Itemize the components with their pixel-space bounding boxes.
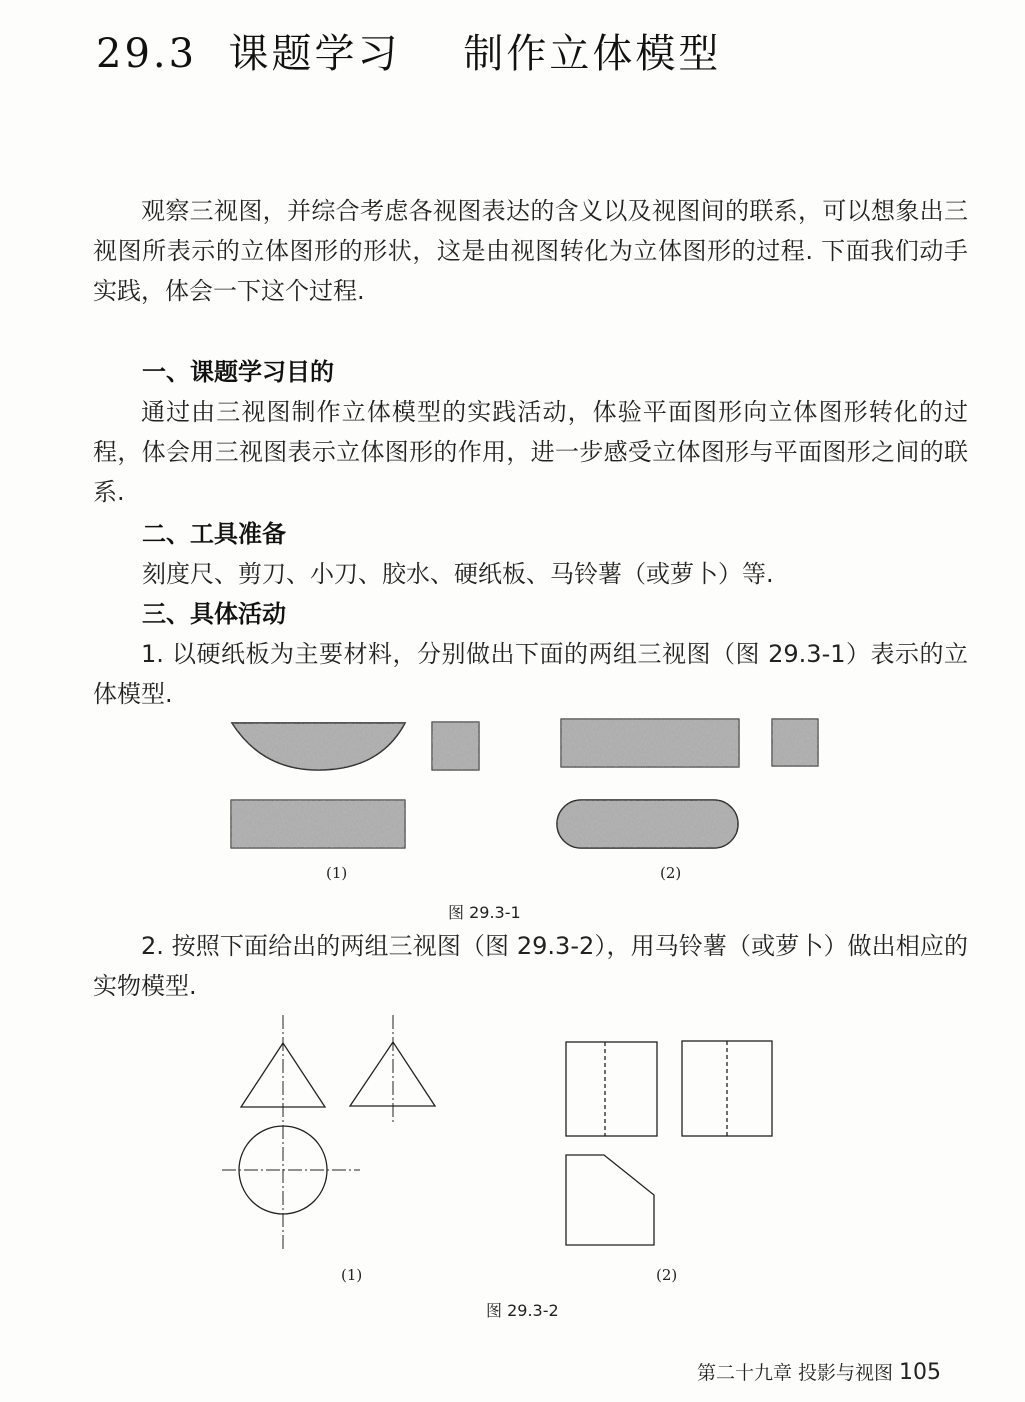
purpose-paragraph: 通过由三视图制作立体模型的实践活动，体验平面图形向立体图形转化的过程，体会用三视图表示立体图形的作用，进一步感受立体图形与平面图形之间的联系. bbox=[93, 398, 968, 506]
footer-chapter: 第二十九章 投影与视图 bbox=[697, 1362, 894, 1384]
section-heading-purpose: 一、课题学习目的 bbox=[142, 358, 334, 386]
section-heading-tools: 二、工具准备 bbox=[142, 520, 286, 548]
fig2-1-top-view-circle bbox=[239, 1126, 327, 1214]
fig2-1-side-view-triangle bbox=[350, 1042, 435, 1106]
fig2-2-front-view bbox=[566, 1042, 657, 1136]
fig1-2-side-view-square bbox=[772, 719, 818, 766]
activity-1-text: 1. 以硬纸板为主要材料，分别做出下面的两组三视图（图 29.3-1）表示的立体模型. bbox=[93, 640, 968, 708]
fig1-1-side-view-square bbox=[432, 722, 479, 770]
fig2-2-side-view bbox=[682, 1041, 772, 1136]
fig1-2-front-view-rect bbox=[561, 719, 739, 767]
fig1-subcaption-1: (1) bbox=[326, 864, 348, 882]
fig1-1-front-view-segment bbox=[232, 723, 405, 770]
fig2-1-front-view-triangle bbox=[241, 1043, 325, 1107]
tools-list: 刻度尺、剪刀、小刀、胶水、硬纸板、马铃薯（或萝卜）等. bbox=[142, 560, 774, 588]
fig2-subcaption-2: (2) bbox=[656, 1266, 678, 1284]
section-heading-activities: 三、具体活动 bbox=[142, 600, 286, 628]
page-number: 105 bbox=[899, 1360, 942, 1385]
fig1-2-top-view-stadium bbox=[557, 800, 738, 848]
fig2-caption: 图 29.3-2 bbox=[486, 1301, 559, 1320]
fig1-caption: 图 29.3-1 bbox=[448, 903, 521, 922]
fig2-1-center-lines bbox=[222, 1015, 393, 1250]
fig2-2-top-view-chamfered bbox=[566, 1155, 654, 1245]
fig1-subcaption-2: (2) bbox=[660, 864, 682, 882]
fig1-1-top-view-rect bbox=[231, 800, 405, 848]
section-title: 29.3 课题学习 制作立体模型 bbox=[96, 31, 722, 77]
page-footer bbox=[697, 1358, 941, 1385]
fig2-subcaption-1: (1) bbox=[341, 1266, 363, 1284]
activity-2-text: 2. 按照下面给出的两组三视图（图 29.3-2），用马铃薯（或萝卜）做出相应的实物模型. bbox=[93, 932, 968, 1000]
intro-paragraph: 观察三视图，并综合考虑各视图表达的含义以及视图间的联系，可以想象出三视图所表示的立体图形的形状，这是由视图转化为立体图形的过程. 下面我们动手实践，体会一下这个过程. bbox=[93, 197, 968, 305]
